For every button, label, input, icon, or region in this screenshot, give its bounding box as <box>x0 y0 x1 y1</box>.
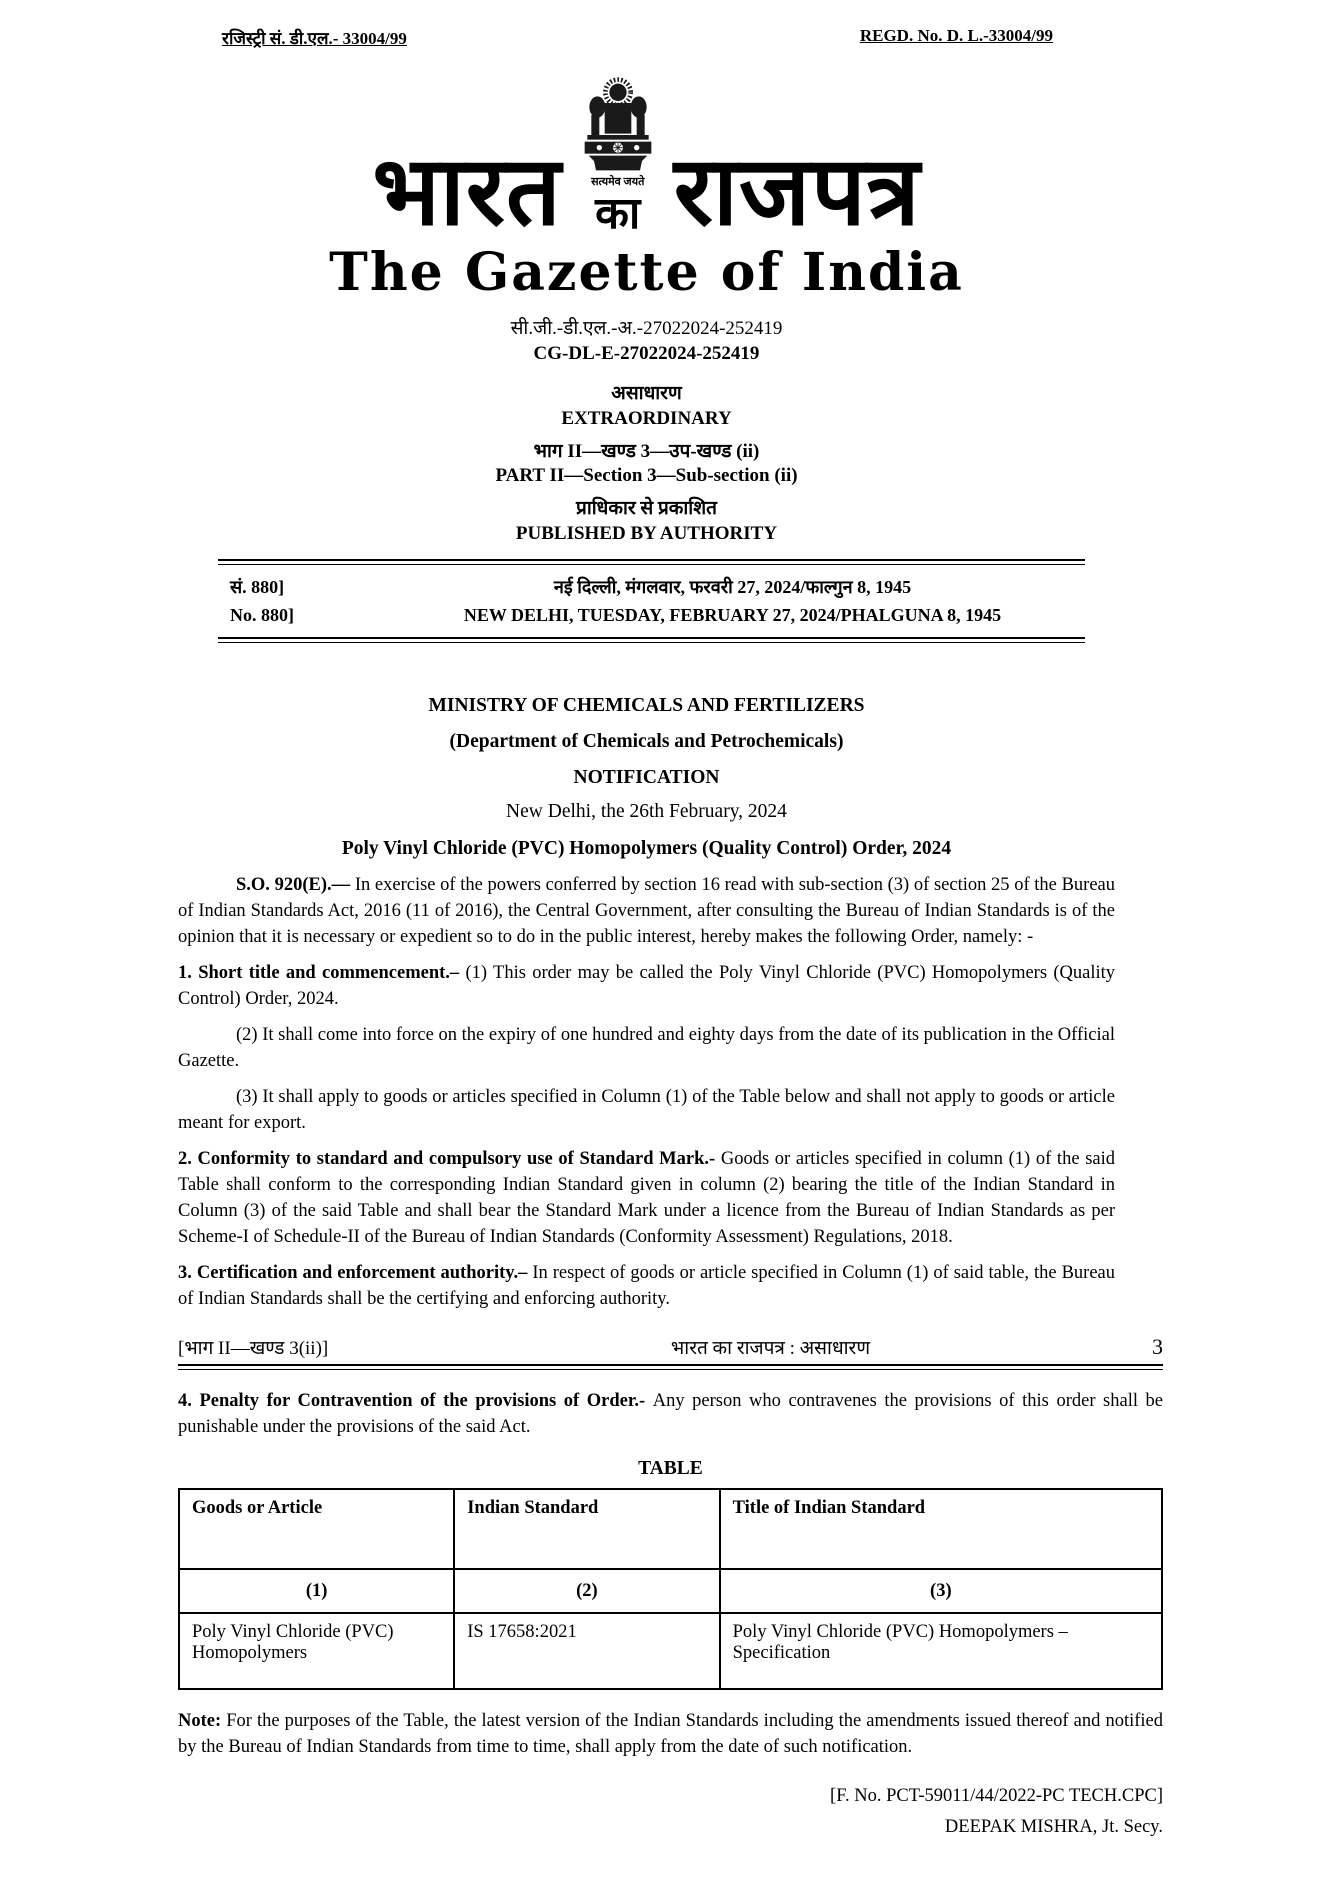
clause-1-text: (1) This order may be called the Poly Vinyl Chloride (PVC) Homopolymers (Quality Control) Order, 2024. <box>178 963 1115 1010</box>
registry-number-english: REGD. No. D. L.-33004/99 <box>859 26 1053 45</box>
clause-4 <box>178 1388 1163 1440</box>
table-header-standard: Indian Standard <box>454 1489 719 1569</box>
page-number: 3 <box>1152 1334 1163 1360</box>
note-label: Note: <box>178 1711 227 1732</box>
running-header-part: [भाग II—खण्ड 3(ii)] <box>178 1338 329 1360</box>
issue-number-hindi: सं. 880] <box>230 576 285 597</box>
clause-1-sub-3-text: (3) It shall apply to goods or articles specified in Column (1) of the Table below and shall not apply to goods or article meant for export. <box>178 1087 1115 1134</box>
extraordinary-english: EXTRAORDINARY <box>561 408 732 430</box>
table-title: TABLE <box>638 1458 703 1480</box>
clause-3 <box>178 1260 1115 1312</box>
registry-row <box>178 0 1115 49</box>
so-text: In exercise of the powers conferred by section 16 read with sub-section (3) of section 25 of the Bureau of Indian Standards Act, 2016 (11 of 2016), the Central Government, after consulting the Bureau of Indian Standards is of the opinion that it is necessary or expedient so to do in the public interest, hereby makes the following Order, namely: - <box>178 875 1115 948</box>
masthead-hindi-bharat: भारत <box>372 137 562 245</box>
issue-number-english: No. 880] <box>230 604 294 625</box>
running-header-title: भारत का राजपत्र : असाधारण <box>670 1338 871 1360</box>
issue-block <box>218 559 1085 643</box>
running-header <box>178 1334 1163 1360</box>
ministry-heading: MINISTRY OF CHEMICALS AND FERTILIZERS <box>428 694 865 716</box>
standards-table <box>178 1488 1163 1690</box>
signatory: DEEPAK MISHRA, Jt. Secy. <box>944 1817 1163 1838</box>
clause-2-title: 2. Conformity to standard and compulsory use of Standard Mark.- <box>178 1149 721 1170</box>
issue-row-english <box>218 602 1085 629</box>
part-line-hindi: भाग II—खण्ड 3—उप-खण्ड (ii) <box>533 440 760 462</box>
table-header-goods: Goods or Article <box>179 1489 454 1569</box>
clause-1-sub-3 <box>178 1084 1115 1136</box>
so-number: S.O. 920(E).— <box>236 875 355 896</box>
table-column-numbers-row <box>179 1569 1162 1613</box>
registry-number-hindi: रजिस्ट्री सं. डी.एल.- 33004/99 <box>222 29 407 48</box>
clause-4-text: Any person who contravenes the provisions of this order shall be punishable under the provisions of the said Act. <box>178 1391 1164 1438</box>
running-header-rule <box>178 1364 1163 1370</box>
clause-2-text: Goods or articles specified in column (1) of the said Table shall conform to the corresponding Indian Standard given in column (2) bearing the title of the Indian Standard in Column (3) of the said Table and shall bear the Standard Mark under a licence from the Bureau of Indian Standards as per Scheme-I of Schedule-II of the Bureau of Indian Standards (Conformity Assessment) Regulations, 2018. <box>178 1149 1115 1248</box>
clause-3-title: 3. Certification and enforcement authority.– <box>178 1263 533 1284</box>
table-row <box>179 1613 1162 1689</box>
place-date-line: New Delhi, the 26th February, 2024 <box>506 801 787 823</box>
clause-3-text: In respect of goods or article specified in Column (1) of said table, the Bureau of Indian Standards shall be the certifying and enforcing authority. <box>178 1263 1115 1310</box>
masthead-hindi-rajpatra: राजपत्र <box>673 137 921 245</box>
extraordinary-hindi: असाधारण <box>611 383 682 405</box>
clause-4-title: 4. Penalty for Contravention of the provisions of Order.- <box>178 1391 653 1412</box>
table-col-num-3: (3) <box>720 1569 1162 1613</box>
part-line-english: PART II—Section 3—Sub-section (ii) <box>495 465 798 487</box>
emblem-motto-label: सत्यमेव जयते <box>591 176 645 188</box>
department-heading: (Department of Chemicals and Petrochemicals) <box>449 730 844 752</box>
issue-row-hindi <box>218 572 1085 602</box>
order-title: Poly Vinyl Chloride (PVC) Homopolymers (Quality Control) Order, 2024 <box>341 837 952 859</box>
clause-1-sub-2-text: (2) It shall come into force on the expiry of one hundred and eighty days from the date of its publication in the Official Gazette. <box>178 1025 1115 1072</box>
cg-code-english: CG-DL-E-27022024-252419 <box>533 342 760 364</box>
masthead-emblem-column <box>578 75 658 236</box>
table-cell-standard: IS 17658:2021 <box>454 1613 719 1689</box>
notification-heading: NOTIFICATION <box>573 767 720 789</box>
file-number: [F. No. PCT-59011/44/2022-PC TECH.CPC] <box>830 1786 1163 1807</box>
clause-1-sub-2 <box>178 1022 1115 1074</box>
table-cell-goods: Poly Vinyl Chloride (PVC) Homopolymers <box>179 1613 454 1689</box>
authority-line-hindi: प्राधिकार से प्रकाशित <box>576 498 717 520</box>
gazette-first-page <box>178 0 1115 1312</box>
table-col-num-1: (1) <box>179 1569 454 1613</box>
issue-date-english: NEW DELHI, TUESDAY, FEBRUARY 27, 2024/PHALGUNA 8, 1945 <box>463 604 1002 625</box>
clause-1-title: 1. Short title and commencement.– <box>178 963 466 984</box>
table-cell-title: Poly Vinyl Chloride (PVC) Homopolymers – Specification <box>720 1613 1162 1689</box>
gazette-english-title: The Gazette of India <box>329 242 964 303</box>
clause-1 <box>178 960 1115 1012</box>
authority-line-english: PUBLISHED BY AUTHORITY <box>515 522 778 544</box>
cg-code-hindi: सी.जी.-डी.एल.-अ.-27022024-252419 <box>510 318 783 339</box>
masthead-hindi-ka: का <box>595 189 641 238</box>
table-col-num-2: (2) <box>454 1569 719 1613</box>
issue-date-hindi: नई दिल्ली, मंगलवार, फरवरी 27, 2024/फाल्गुन 8, 1945 <box>553 576 912 597</box>
table-header-row <box>179 1489 1162 1569</box>
note-paragraph <box>178 1708 1163 1760</box>
issue-bottom-rule <box>218 637 1085 643</box>
so-paragraph <box>178 872 1115 950</box>
note-text: For the purposes of the Table, the latest version of the Indian Standards including the amendments issued thereof and notified by the Bureau of Indian Standards from time to time, shall apply from the date of such notification. <box>178 1711 1163 1758</box>
clause-2 <box>178 1146 1115 1250</box>
table-header-title: Title of Indian Standard <box>720 1489 1162 1569</box>
national-emblem-icon <box>578 75 658 175</box>
masthead <box>178 75 1115 245</box>
